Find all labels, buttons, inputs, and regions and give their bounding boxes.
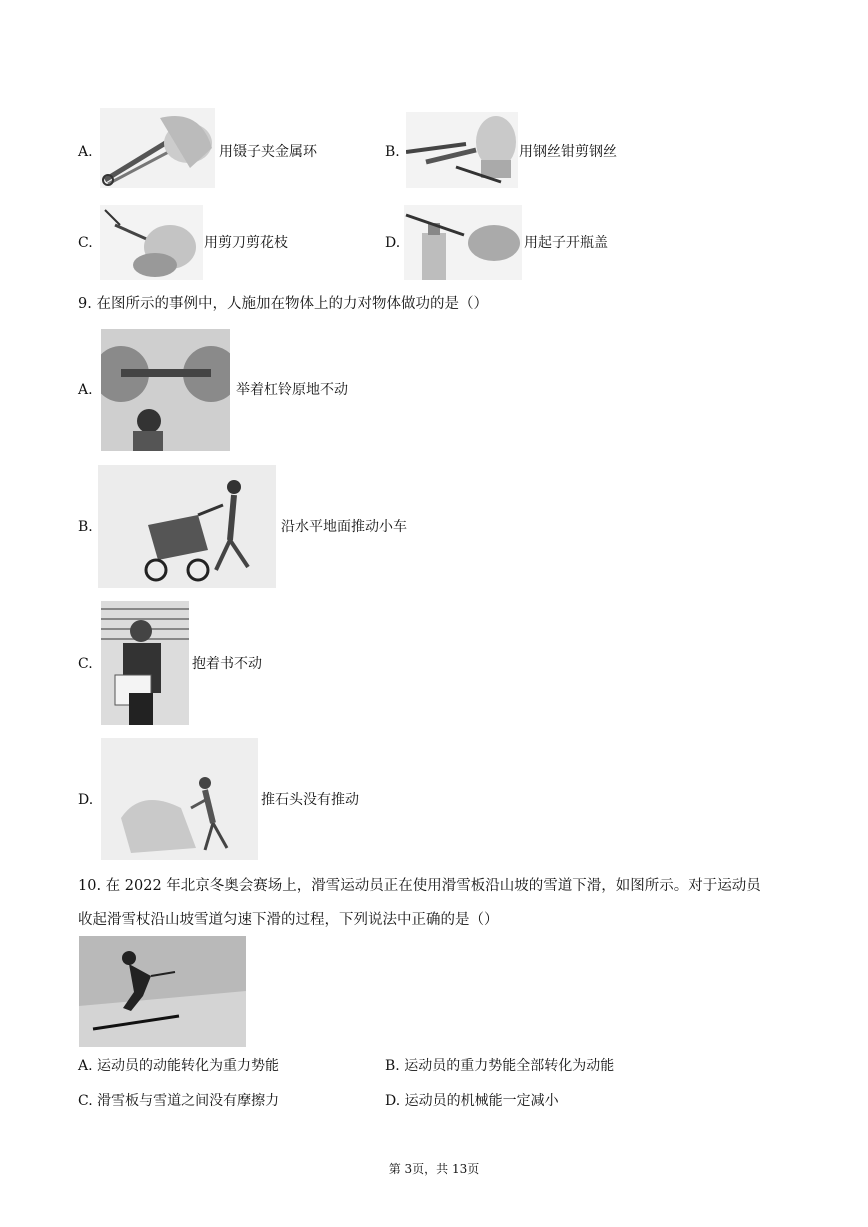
option-letter: A. <box>78 382 93 398</box>
barbell-image <box>101 329 230 451</box>
q10-option-c <box>78 1092 279 1110</box>
option-text: 沿水平地面推动小车 <box>281 519 407 535</box>
option-text: 滑雪板与雪道之间没有摩擦力 <box>97 1093 280 1109</box>
q10-option-d <box>385 1092 559 1110</box>
page-footer: 第 3页，共 13页 <box>388 1162 480 1176</box>
q10-option-b <box>385 1057 614 1075</box>
option-text: 用钢丝钳剪钢丝 <box>519 144 617 160</box>
q10-stem-line2: 收起滑雪杖沿山坡雪道匀速下滑的过程，下列说法中正确的是（） <box>78 912 499 928</box>
tweezers-image <box>100 108 215 188</box>
pushing-rock-image <box>101 738 258 860</box>
scissors-image <box>100 205 203 280</box>
option-letter: C. <box>78 1093 93 1109</box>
q10-stem-line1: 10. 在 2022 年北京冬奥会赛场上，滑雪运动员正在使用滑雪板沿山坡的雪道下滑，如图所示。对于运动员 <box>78 878 761 894</box>
option-letter: B. <box>385 1058 400 1074</box>
option-text: 用剪刀剪花枝 <box>204 235 288 251</box>
option-letter: B. <box>385 144 400 160</box>
option-text: 举着杠铃原地不动 <box>236 382 348 398</box>
option-letter: A. <box>78 144 93 160</box>
skier-image <box>79 936 246 1047</box>
option-text: 运动员的机械能一定减小 <box>404 1093 559 1109</box>
wire-cutter-image <box>406 112 518 188</box>
option-letter: B. <box>78 519 93 535</box>
bottle-opener-image <box>404 205 522 280</box>
q10-option-a <box>78 1057 279 1075</box>
option-text: 运动员的重力势能全部转化为动能 <box>404 1058 615 1074</box>
option-letter: D. <box>385 235 401 251</box>
option-text: 推石头没有推动 <box>261 792 359 808</box>
q9-stem: 9. 在图所示的事例中，人施加在物体上的力对物体做功的是（） <box>78 296 488 312</box>
option-text: 用起子开瓶盖 <box>524 235 608 251</box>
holding-books-image <box>101 601 189 725</box>
option-letter: D. <box>385 1093 401 1109</box>
option-letter: A. <box>78 1058 93 1074</box>
option-letter: C. <box>78 656 93 672</box>
option-text: 抱着书不动 <box>192 656 262 672</box>
option-text: 运动员的动能转化为重力势能 <box>97 1058 280 1074</box>
stroller-image <box>98 465 276 588</box>
option-letter: D. <box>78 792 94 808</box>
option-letter: C. <box>78 235 93 251</box>
option-text: 用镊子夹金属环 <box>219 144 317 160</box>
